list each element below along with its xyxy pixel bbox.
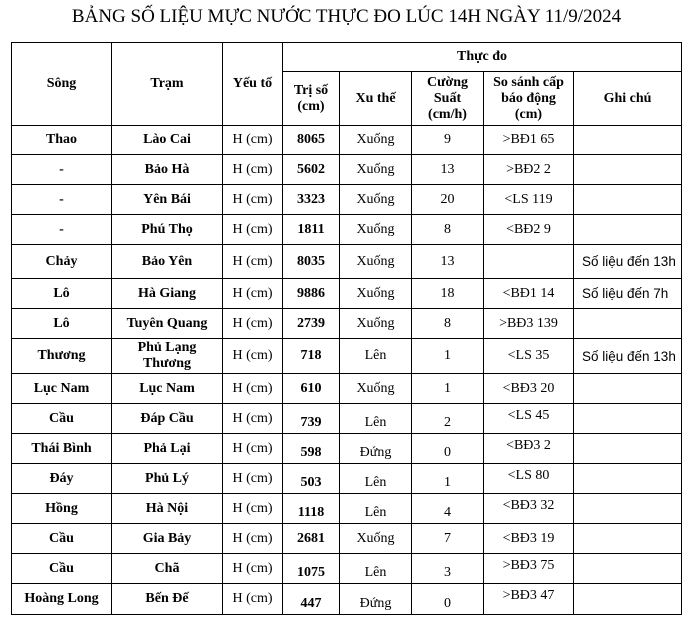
water-level-table <box>11 42 682 615</box>
cell-xu-the: Lên <box>340 494 412 524</box>
cell-tri-so: 739 <box>283 404 340 434</box>
cell-song: Lục Nam <box>12 374 112 404</box>
cell-xu-the: Đứng <box>340 434 412 464</box>
cell-cuong-suat: 13 <box>412 155 484 185</box>
cell-yeu-to: H (cm) <box>223 279 283 309</box>
cell-tram: Phủ Lạng Thương <box>112 339 223 374</box>
cell-tram: Phủ Lý <box>112 464 223 494</box>
cell-yeu-to: H (cm) <box>223 155 283 185</box>
cell-tri-so: 3323 <box>283 185 340 215</box>
cell-song: - <box>12 185 112 215</box>
cell-yeu-to: H (cm) <box>223 524 283 554</box>
cell-song: Thái Bình <box>12 434 112 464</box>
cell-xu-the: Đứng <box>340 584 412 615</box>
cell-cuong-suat: 13 <box>412 245 484 279</box>
cell-ghi-chu <box>574 494 682 524</box>
cell-tri-so: 503 <box>283 464 340 494</box>
cell-xu-the: Xuống <box>340 279 412 309</box>
table-row <box>12 524 682 554</box>
cell-tram: Phú Thọ <box>112 215 223 245</box>
cell-xu-the: Xuống <box>340 524 412 554</box>
cell-ghi-chu <box>574 185 682 215</box>
cell-xu-the: Xuống <box>340 126 412 155</box>
cell-tri-so: 598 <box>283 434 340 464</box>
cell-so-sanh: >BĐ3 75 <box>484 554 574 584</box>
cell-tri-so: 1075 <box>283 554 340 584</box>
cell-so-sanh: <LS 80 <box>484 464 574 494</box>
cell-cuong-suat: 0 <box>412 434 484 464</box>
cell-tri-so: 2739 <box>283 309 340 339</box>
cell-song: Hoàng Long <box>12 584 112 615</box>
cell-yeu-to: H (cm) <box>223 494 283 524</box>
cell-cuong-suat: 3 <box>412 554 484 584</box>
cell-yeu-to: H (cm) <box>223 339 283 374</box>
cell-tram: Lào Cai <box>112 126 223 155</box>
table-row <box>12 245 682 279</box>
header-cuong-suat: Cường Suất (cm/h) <box>412 72 484 126</box>
table-row <box>12 494 682 524</box>
cell-cuong-suat: 0 <box>412 584 484 615</box>
cell-tram: Phả Lại <box>112 434 223 464</box>
cell-tram: Yên Bái <box>112 185 223 215</box>
page-title: BẢNG SỐ LIỆU MỰC NƯỚC THỰC ĐO LÚC 14H NGÀY 11/9/2024 <box>71 6 622 27</box>
cell-cuong-suat: 1 <box>412 374 484 404</box>
cell-yeu-to: H (cm) <box>223 126 283 155</box>
cell-song: Thao <box>12 126 112 155</box>
table-row <box>12 464 682 494</box>
cell-so-sanh: >BĐ3 47 <box>484 584 574 615</box>
cell-xu-the: Lên <box>340 339 412 374</box>
cell-song: Cầu <box>12 404 112 434</box>
cell-ghi-chu: Số liệu đến 13h <box>574 339 682 374</box>
header-ghi-chu: Ghi chú <box>574 72 682 126</box>
cell-xu-the: Lên <box>340 464 412 494</box>
cell-tri-so: 1811 <box>283 215 340 245</box>
cell-ghi-chu <box>574 374 682 404</box>
cell-tri-so: 9886 <box>283 279 340 309</box>
cell-tram: Đáp Cầu <box>112 404 223 434</box>
cell-ghi-chu <box>574 309 682 339</box>
cell-xu-the: Xuống <box>340 185 412 215</box>
table-row <box>12 309 682 339</box>
cell-so-sanh: <LS 35 <box>484 339 574 374</box>
cell-tri-so: 447 <box>283 584 340 615</box>
cell-so-sanh: <BĐ3 19 <box>484 524 574 554</box>
cell-tri-so: 8065 <box>283 126 340 155</box>
header-tram: Trạm <box>112 43 223 126</box>
cell-so-sanh: >BĐ3 139 <box>484 309 574 339</box>
cell-ghi-chu <box>574 584 682 615</box>
cell-xu-the: Lên <box>340 554 412 584</box>
cell-yeu-to: H (cm) <box>223 584 283 615</box>
cell-so-sanh: <LS 119 <box>484 185 574 215</box>
cell-xu-the: Xuống <box>340 245 412 279</box>
cell-tri-so: 2681 <box>283 524 340 554</box>
cell-cuong-suat: 20 <box>412 185 484 215</box>
cell-tram: Lục Nam <box>112 374 223 404</box>
cell-song: Thương <box>12 339 112 374</box>
table-row <box>12 434 682 464</box>
cell-yeu-to: H (cm) <box>223 404 283 434</box>
cell-so-sanh: <BĐ1 14 <box>484 279 574 309</box>
cell-so-sanh: <BĐ3 2 <box>484 434 574 464</box>
cell-song: - <box>12 215 112 245</box>
cell-xu-the: Xuống <box>340 155 412 185</box>
cell-xu-the: Xuống <box>340 215 412 245</box>
table-row <box>12 155 682 185</box>
cell-yeu-to: H (cm) <box>223 464 283 494</box>
cell-so-sanh: <LS 45 <box>484 404 574 434</box>
cell-cuong-suat: 9 <box>412 126 484 155</box>
cell-song: Lô <box>12 279 112 309</box>
cell-so-sanh: >BĐ2 2 <box>484 155 574 185</box>
cell-xu-the: Lên <box>340 404 412 434</box>
cell-song: Cầu <box>12 524 112 554</box>
table-row <box>12 554 682 584</box>
cell-so-sanh: >BĐ1 65 <box>484 126 574 155</box>
cell-cuong-suat: 18 <box>412 279 484 309</box>
cell-ghi-chu <box>574 126 682 155</box>
cell-yeu-to: H (cm) <box>223 554 283 584</box>
cell-song: Hồng <box>12 494 112 524</box>
cell-cuong-suat: 1 <box>412 339 484 374</box>
cell-ghi-chu: Số liệu đến 13h <box>574 245 682 279</box>
cell-tram: Bến Đế <box>112 584 223 615</box>
cell-tri-so: 610 <box>283 374 340 404</box>
cell-song: Đáy <box>12 464 112 494</box>
cell-tram: Hà Nội <box>112 494 223 524</box>
cell-ghi-chu <box>574 434 682 464</box>
cell-tri-so: 1118 <box>283 494 340 524</box>
header-tri-so: Trị số (cm) <box>283 72 340 126</box>
cell-ghi-chu <box>574 404 682 434</box>
cell-so-sanh: <BĐ2 9 <box>484 215 574 245</box>
table-row <box>12 584 682 615</box>
cell-tri-so: 8035 <box>283 245 340 279</box>
cell-ghi-chu: Số liệu đến 7h <box>574 279 682 309</box>
cell-so-sanh <box>484 245 574 279</box>
cell-yeu-to: H (cm) <box>223 215 283 245</box>
cell-yeu-to: H (cm) <box>223 245 283 279</box>
cell-so-sanh: <BĐ3 20 <box>484 374 574 404</box>
table-row <box>12 185 682 215</box>
cell-tram: Gia Bảy <box>112 524 223 554</box>
table-row <box>12 215 682 245</box>
cell-song: Chảy <box>12 245 112 279</box>
header-song: Sông <box>12 43 112 126</box>
header-so-sanh: So sánh cấp báo động (cm) <box>484 72 574 126</box>
cell-cuong-suat: 8 <box>412 309 484 339</box>
table-body <box>12 126 682 615</box>
cell-tram: Bảo Yên <box>112 245 223 279</box>
cell-tram: Hà Giang <box>112 279 223 309</box>
table-row <box>12 374 682 404</box>
cell-tri-so: 5602 <box>283 155 340 185</box>
cell-yeu-to: H (cm) <box>223 434 283 464</box>
table-row <box>12 404 682 434</box>
cell-tri-so: 718 <box>283 339 340 374</box>
cell-so-sanh: <BĐ3 32 <box>484 494 574 524</box>
cell-yeu-to: H (cm) <box>223 185 283 215</box>
table-row <box>12 279 682 309</box>
header-thuc-do: Thực đo <box>283 43 682 72</box>
header-xu-the: Xu thế <box>340 72 412 126</box>
table-row <box>12 339 682 374</box>
cell-song: Lô <box>12 309 112 339</box>
cell-xu-the: Xuống <box>340 309 412 339</box>
cell-ghi-chu <box>574 155 682 185</box>
cell-song: - <box>12 155 112 185</box>
cell-ghi-chu <box>574 524 682 554</box>
cell-ghi-chu <box>574 215 682 245</box>
cell-tram: Tuyên Quang <box>112 309 223 339</box>
cell-yeu-to: H (cm) <box>223 374 283 404</box>
cell-cuong-suat: 8 <box>412 215 484 245</box>
header-yeu-to: Yếu tố <box>223 43 283 126</box>
cell-cuong-suat: 1 <box>412 464 484 494</box>
cell-xu-the: Xuống <box>340 374 412 404</box>
cell-yeu-to: H (cm) <box>223 309 283 339</box>
cell-cuong-suat: 4 <box>412 494 484 524</box>
cell-tram: Chã <box>112 554 223 584</box>
table-row <box>12 126 682 155</box>
cell-cuong-suat: 7 <box>412 524 484 554</box>
cell-song: Cầu <box>12 554 112 584</box>
cell-ghi-chu <box>574 464 682 494</box>
cell-cuong-suat: 2 <box>412 404 484 434</box>
cell-tram: Bảo Hà <box>112 155 223 185</box>
cell-ghi-chu <box>574 554 682 584</box>
